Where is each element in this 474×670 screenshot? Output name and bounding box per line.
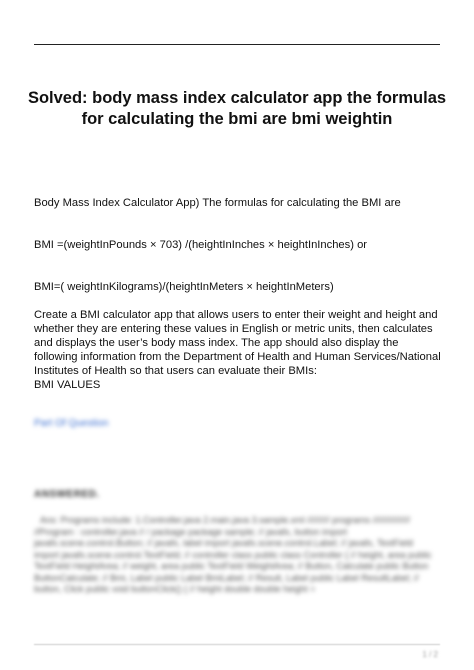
answer-body	[34, 515, 436, 596]
formula-imperial: BMI =(weightInPounds × 703) /(heightInInches × heightInInches) or	[34, 239, 368, 251]
answered-label: ANSWERED.	[34, 489, 100, 500]
page-title: Solved: body mass index calculator app the formulas for calculating the bmi are bmi weightin	[27, 89, 447, 128]
question-body	[34, 308, 444, 392]
part-of-question-link[interactable]: Part Of Question	[34, 418, 109, 429]
formula-metric: BMI=( weightInKilograms)/(heightInMeters × heightInMeters)	[34, 281, 334, 293]
bmi-values-heading: BMI VALUES	[34, 379, 101, 391]
answer-paragraph: Ans: Programs include: 1.Controller.java 2.main.java 3.sample.xml ///////// programs /////////////// //Program : controller.java // / package package sample; // javafx, button import javafx.scene.control.Button; // javafx, label import javafx.scene.control.Label; // javafx, TextField import javafx.scene.control.TextField; // controller class public class Controller { // height, area public TextField HeightArea; // weight, area public TextField WeightArea; // Button, Calculate public Button ButtonCalculate; // Bmi, Label public Label BmiLabel; // Result, Label public Label ResultLabel; // button, Click public void buttonClick() { // height double double height =	[34, 515, 432, 594]
header-rule	[34, 44, 440, 45]
question-intro: Body Mass Index Calculator App) The formulas for calculating the BMI are	[34, 197, 401, 209]
page-number: 1 / 2	[422, 650, 438, 659]
question-paragraph: Create a BMI calculator app that allows users to enter their weight and height and whether they are entering these values in English or metric units, then calculates and displays the user’s body mass index. The app should also display the following information from the Department of Health and Human Services/National Institutes of Health so that users can evaluate their BMIs:	[34, 309, 441, 377]
footer-rule	[34, 644, 440, 645]
